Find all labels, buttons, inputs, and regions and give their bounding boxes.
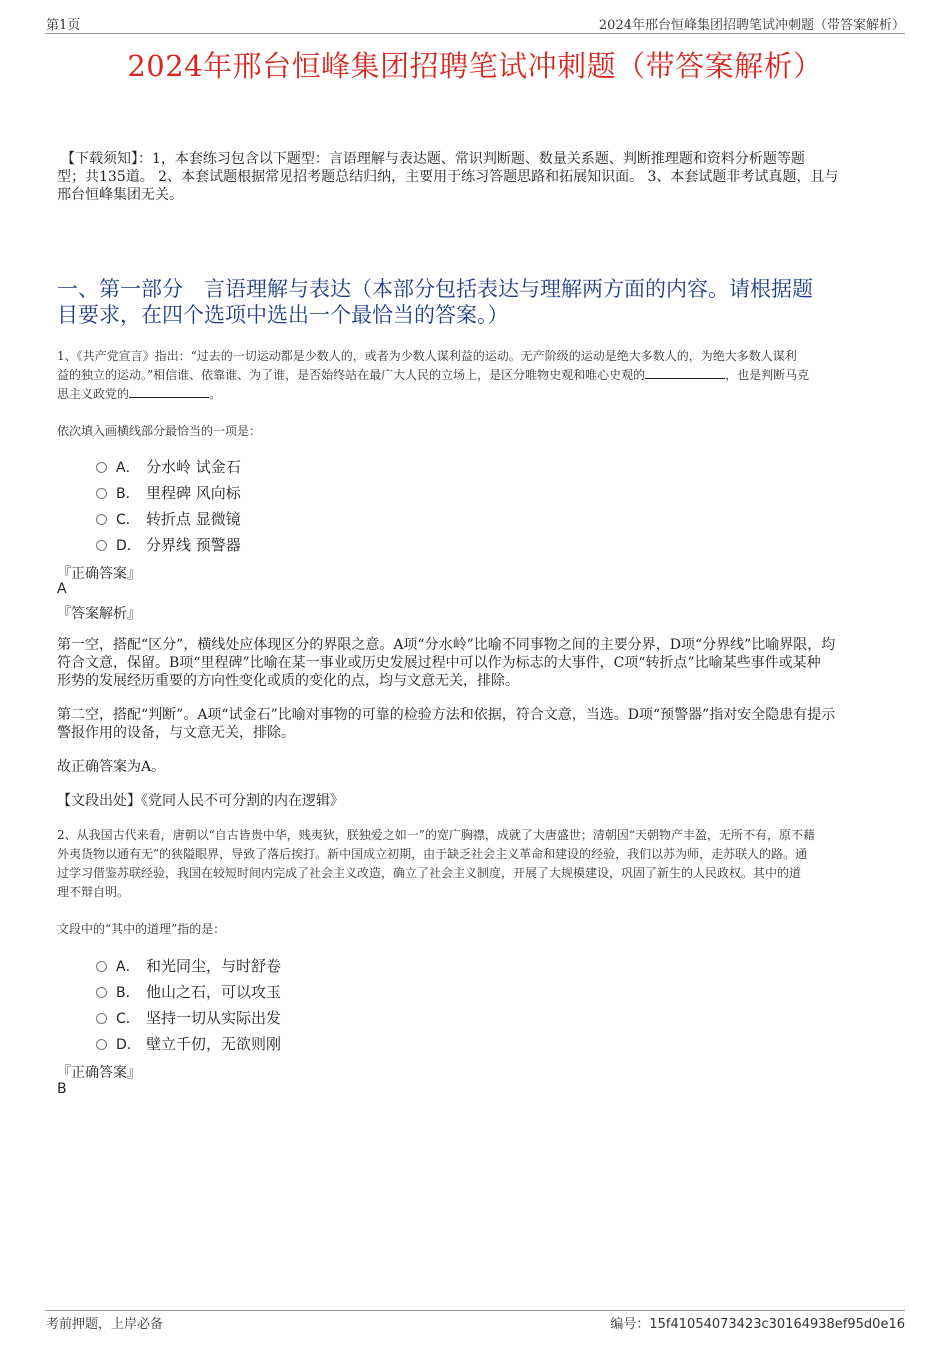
page-number: 第1页 — [46, 18, 81, 33]
q1-option-b[interactable]: B． 里程碑 风向标 — [96, 482, 241, 503]
notice-line: 邢台恒峰集团无关。 — [57, 187, 183, 203]
radio-icon[interactable] — [96, 540, 107, 551]
notice-line: 型；共135道。 2、本套试题根据常见招考题总结归纳，主要用于练习答题思路和拓展知识面。 3、本套试题非考试真题，且与 — [57, 169, 839, 185]
question-1-stem — [57, 347, 907, 404]
notice-line: 【下载须知】：1，本套练习包含以下题型：言语理解与表达题、常识判断题、数量关系题、判断推理题和资料分析题等题 — [61, 151, 805, 167]
text-source: 【文段出处】《党同人民不可分割的内在逻辑》 — [57, 793, 344, 809]
fill-blank-1 — [645, 366, 725, 379]
radio-icon[interactable] — [96, 488, 107, 499]
correct-answer-label: 『正确答案』 — [57, 566, 141, 582]
radio-icon[interactable] — [96, 462, 107, 473]
header-divider — [45, 33, 905, 34]
q1-option-d[interactable]: D． 分界线 预警器 — [96, 534, 241, 555]
correct-answer: A — [57, 581, 67, 597]
page-title: 2024年邢台恒峰集团招聘笔试冲刺题（带答案解析） — [127, 49, 823, 83]
q1-option-a[interactable]: A． 分水岭 试金石 — [96, 456, 241, 477]
question-2-prompt: 文段中的“其中的道理”指的是： — [57, 922, 226, 936]
correct-answer-label: 『正确答案』 — [57, 1065, 141, 1081]
radio-icon[interactable] — [96, 961, 107, 972]
q2-option-b[interactable]: B． 他山之石，可以攻玉 — [96, 981, 281, 1002]
footer-code: 编号：15f41054073423c30164938ef95d0e16 — [610, 1317, 905, 1332]
q2-option-c[interactable]: C． 坚持一切从实际出发 — [96, 1007, 281, 1028]
header-doc-title: 2024年邢台恒峰集团招聘笔试冲刺题（带答案解析） — [598, 18, 905, 33]
q1-line: 思主义政党的 。 — [57, 387, 222, 401]
analysis-label: 『答案解析』 — [57, 606, 141, 622]
radio-icon[interactable] — [96, 1039, 107, 1050]
analysis-paragraph-2: 第二空，搭配“判断”。A项“试金石”比喻对事物的可靠的检验方法和依据，符合文意，当选。D项“预警器”指对安全隐患有提示 警报作用的设备，与文意无关，排除。 — [57, 707, 836, 741]
correct-answer: B — [57, 1081, 67, 1097]
q2-option-d[interactable]: D． 壁立千仞，无欲则刚 — [96, 1033, 281, 1054]
footer-slogan: 考前押题，上岸必备 — [46, 1317, 164, 1332]
radio-icon[interactable] — [96, 987, 107, 998]
q2-option-a[interactable]: A． 和光同尘，与时舒卷 — [96, 955, 281, 976]
analysis-paragraph-1: 第一空，搭配“区分”，横线处应体现区分的界限之意。A项“分水岭”比喻不同事物之间的主要分界，D项“分界线”比喻界限，均 符合文意，保留。B项“里程碑”比喻在某一事业或历史发展过程中可以作为标志的大事件，C项“转折点”比喻某些事件或某种 形势的发展经历重要的方向性变化或质的变化的点，均与文意无关，排除。 — [57, 637, 836, 689]
analysis-conclusion: 故正确答案为A。 — [57, 759, 166, 775]
fill-blank-2 — [129, 385, 209, 398]
q1-line: 1、《共产党宣言》指出：“过去的一切运动都是少数人的，或者为少数人谋利益的运动。无产阶级的运动是绝大多数人的，为绝大多数人谋利 — [57, 349, 797, 363]
question-1-prompt: 依次填入画横线部分最恰当的一项是： — [57, 424, 262, 438]
question-2-stem: 2、从我国古代来看，唐朝以“自古皆贵中华，贱夷狄，朕独爱之如一”的宽广胸襟，成就了大唐盛世；清朝因“天朝物产丰盈，无所不有，原不藉 外夷货物以通有无”的狭隘眼界，导致了落后挨打。新中国成立初期，由于缺乏社会主义革命和建设的经验，我们以苏为师，走苏联人的路。通 过学习借鉴苏联经验，我国在较短时间内完成了社会主义改造，确立了社会主义制度，开展了大规模建设，巩固了新生的人民政权。其中的道 理不辩自明。 — [57, 828, 816, 899]
radio-icon[interactable] — [96, 1013, 107, 1024]
section-heading-line: 目要求，在四个选项中选出一个最恰当的答案。） — [57, 303, 509, 327]
q1-line: 益的独立的运动。”相信谁、依靠谁、为了谁，是否始终站在最广大人民的立场上，是区分唯物史观和唯心史观的 ，也是判断马克 — [57, 368, 810, 382]
download-notice — [57, 150, 899, 204]
section-heading-line: 一、第一部分 言语理解与表达（本部分包括表达与理解两方面的内容。请根据题 — [57, 277, 813, 301]
footer-divider — [45, 1310, 905, 1311]
section-heading — [57, 276, 907, 328]
q1-option-c[interactable]: C． 转折点 显微镜 — [96, 508, 241, 529]
radio-icon[interactable] — [96, 514, 107, 525]
